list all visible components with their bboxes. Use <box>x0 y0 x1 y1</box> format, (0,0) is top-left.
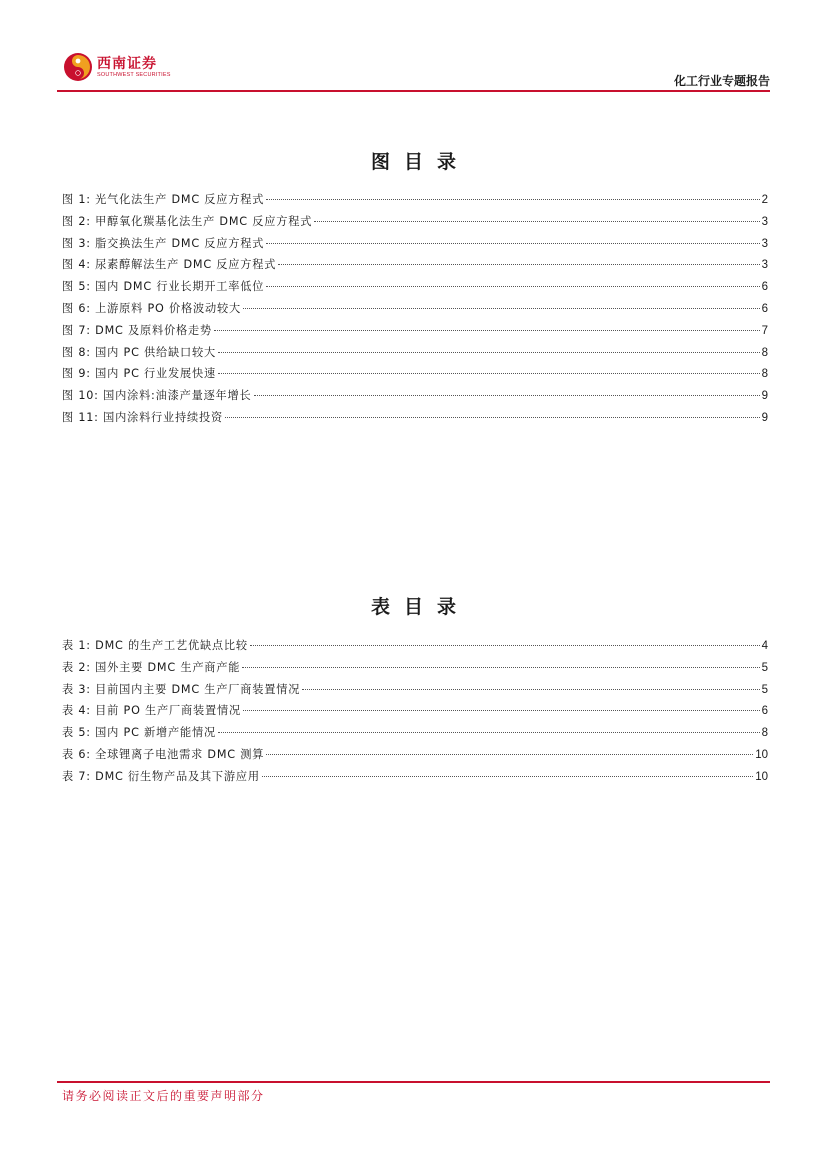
toc-entry[interactable] <box>62 191 768 213</box>
toc-entry-label: 图 8: 国内 PC 供给缺口较大 <box>62 345 216 359</box>
toc-entry-label: 图 11: 国内涂料行业持续投资 <box>62 410 223 424</box>
toc-entry-label: 表 6: 全球锂离子电池需求 DMC 测算 <box>62 747 265 761</box>
toc-entry-label: 图 5: 国内 DMC 行业长期开工率低位 <box>62 280 265 294</box>
toc-entry[interactable] <box>62 235 768 257</box>
logo-icon <box>63 52 93 82</box>
toc-entry-page: 6 <box>761 705 768 718</box>
figures-section-title: 图目录 <box>370 151 470 173</box>
toc-entry-label: 图 1: 光气化法生产 DMC 反应方程式 <box>62 193 265 206</box>
toc-entry-page: 10 <box>755 770 768 783</box>
logo-cn-text: 西南证券 <box>97 55 157 72</box>
footer-disclaimer: 请务必阅读正文后的重要声明部分 <box>62 1089 265 1103</box>
toc-entry-page: 3 <box>761 259 768 272</box>
toc-entry[interactable] <box>62 213 768 235</box>
toc-dot-leader <box>214 329 760 331</box>
toc-entry-label: 图 2: 甲醇氧化羰基化法生产 DMC 反应方程式 <box>62 214 313 228</box>
toc-entry[interactable] <box>62 659 768 681</box>
header-divider <box>57 90 770 92</box>
toc-entry[interactable] <box>62 344 768 366</box>
toc-dot-leader <box>243 709 760 711</box>
toc-dot-leader <box>302 688 759 690</box>
toc-entry-page: 3 <box>761 237 768 250</box>
company-logo <box>63 50 171 84</box>
toc-entry[interactable] <box>62 746 768 768</box>
toc-entry-label: 图 9: 国内 PC 行业发展快速 <box>62 367 216 381</box>
toc-entry-label: 表 5: 国内 PC 新增产能情况 <box>62 726 216 740</box>
report-type-title: 化工行业专题报告 <box>673 74 770 88</box>
toc-entry-page: 9 <box>761 390 768 403</box>
toc-entry-page: 5 <box>761 683 768 696</box>
toc-dot-leader <box>254 394 760 396</box>
toc-dot-leader <box>266 198 759 200</box>
toc-entry[interactable] <box>62 409 768 431</box>
toc-entry-page: 8 <box>761 727 768 740</box>
toc-entry-label: 图 4: 尿素醇解法生产 DMC 反应方程式 <box>62 258 277 272</box>
toc-entry-label: 表 1: DMC 的生产工艺优缺点比较 <box>62 639 248 652</box>
toc-dot-leader <box>242 666 759 668</box>
toc-entry-page: 10 <box>755 748 768 761</box>
toc-dot-leader <box>262 775 753 777</box>
toc-entry[interactable] <box>62 702 768 724</box>
tables-section-title: 表目录 <box>370 596 470 618</box>
toc-entry[interactable] <box>62 278 768 300</box>
toc-entry[interactable] <box>62 322 768 344</box>
toc-dot-leader <box>278 263 759 265</box>
toc-dot-leader <box>218 372 760 374</box>
toc-entry-label: 图 10: 国内涂料:油漆产量逐年增长 <box>62 389 252 403</box>
toc-entry[interactable] <box>62 256 768 278</box>
toc-dot-leader <box>266 242 759 244</box>
toc-entry[interactable] <box>62 724 768 746</box>
toc-entry-label: 图 6: 上游原料 PO 价格波动较大 <box>62 301 241 315</box>
page-header <box>57 48 770 92</box>
toc-entry-page: 2 <box>761 194 768 206</box>
footer-divider <box>57 1081 770 1083</box>
logo-text <box>97 56 171 79</box>
toc-dot-leader <box>266 753 753 755</box>
figures-toc-list <box>62 191 768 431</box>
toc-entry[interactable] <box>62 365 768 387</box>
toc-entry[interactable] <box>62 637 768 659</box>
toc-dot-leader <box>314 220 759 222</box>
toc-dot-leader <box>266 285 759 287</box>
toc-entry[interactable] <box>62 681 768 703</box>
toc-entry-page: 6 <box>761 281 768 294</box>
toc-dot-leader <box>225 416 760 418</box>
toc-entry-page: 8 <box>761 346 768 359</box>
toc-entry-page: 3 <box>761 215 768 228</box>
toc-entry-page: 5 <box>761 661 768 674</box>
toc-dot-leader <box>218 351 760 353</box>
toc-entry-page: 6 <box>761 302 768 315</box>
toc-dot-leader <box>218 731 760 733</box>
toc-entry-page: 4 <box>761 640 768 652</box>
toc-dot-leader <box>250 644 760 646</box>
toc-entry-label: 表 3: 目前国内主要 DMC 生产厂商装置情况 <box>62 682 301 696</box>
toc-dot-leader <box>243 307 760 309</box>
tables-toc-list <box>62 637 768 790</box>
toc-entry-page: 8 <box>761 368 768 381</box>
toc-entry-page: 7 <box>761 324 768 337</box>
toc-entry[interactable] <box>62 768 768 790</box>
toc-entry-label: 表 2: 国外主要 DMC 生产商产能 <box>62 660 241 674</box>
logo-en-text: SOUTHWEST SECURITIES <box>97 71 171 78</box>
toc-entry-page: 9 <box>761 411 768 424</box>
toc-entry-label: 图 7: DMC 及原料价格走势 <box>62 323 212 337</box>
toc-entry-label: 表 4: 目前 PO 生产厂商装置情况 <box>62 704 241 718</box>
toc-entry-label: 图 3: 脂交换法生产 DMC 反应方程式 <box>62 236 265 250</box>
toc-entry[interactable] <box>62 300 768 322</box>
toc-entry-label: 表 7: DMC 衍生物产品及其下游应用 <box>62 769 260 783</box>
toc-entry[interactable] <box>62 387 768 409</box>
